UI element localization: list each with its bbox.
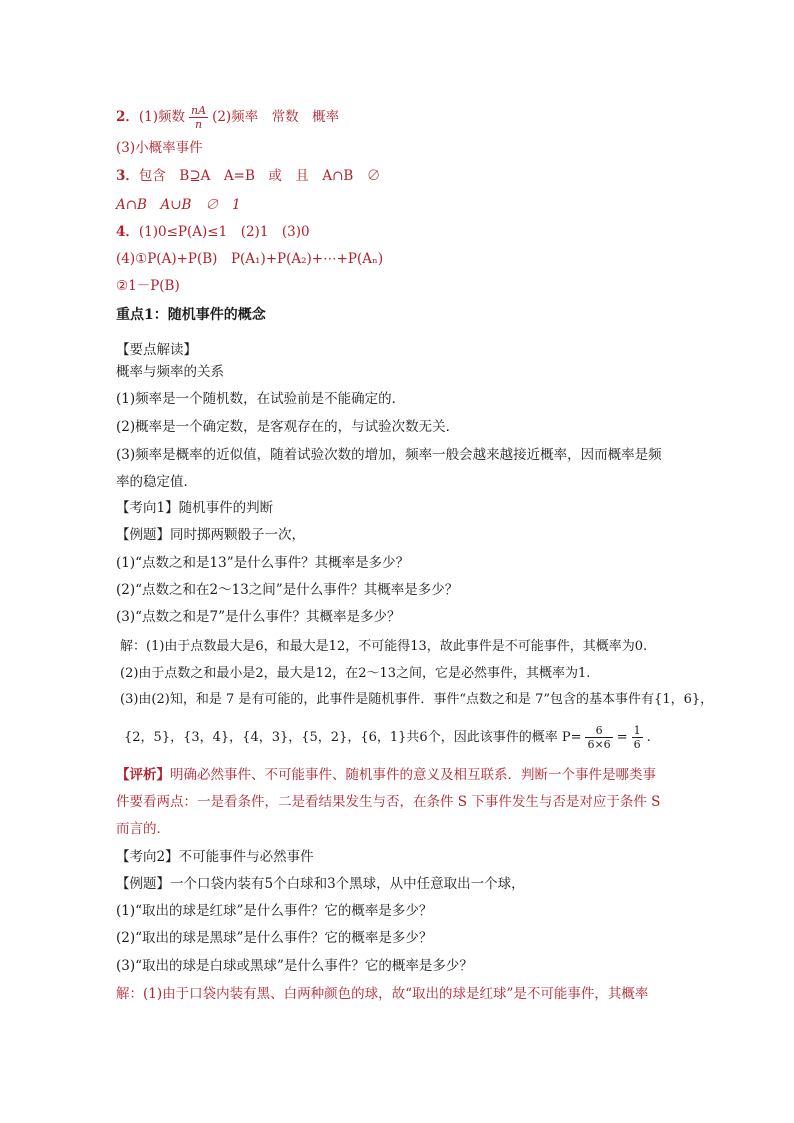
section-title: 重点1：随机事件的概念 <box>116 307 266 323</box>
answer-4-number: 4． <box>116 224 139 240</box>
point-3a: (3)频率是概率的近似值，随着试验次数的增加，频率一般会越来越接近概率，因而概率是频 <box>116 447 662 463</box>
answer-4-line <box>116 222 310 242</box>
q1-solution-2: (2)由于点数之和最小是2，最大是12，在2～13之间，它是必然事件，其概率为1. <box>120 666 591 681</box>
q2-solution-1: 解：(1)由于口袋内装有黑、白两种颜色的球，故“取出的球是红球”是不可能事件，其概率 <box>116 986 649 1002</box>
comment-label: 【评析】 <box>116 767 170 783</box>
q2-sub-2: (2)“取出的球是黑球”是什么事件？它的概率是多少？ <box>116 930 433 946</box>
fraction-denominator: n <box>195 118 203 131</box>
relation-heading: 概率与频率的关系 <box>116 364 224 380</box>
point-1: (1)频率是一个随机数，在试验前是不能确定的． <box>116 391 406 407</box>
comment-text-1: 明确必然事件、不可能事件、随机事件的意义及相互联系．判断一个事件是哪类事 <box>170 767 656 783</box>
comment-line-1 <box>116 765 656 785</box>
fraction-numerator: nA <box>191 104 207 117</box>
q1-solution-4 <box>124 724 651 751</box>
answer-2-part2: (2)频率 常数 概率 <box>212 109 340 125</box>
answer-2-part3: (3)小概率事件 <box>116 140 203 156</box>
q1-solution-4-text: {2，5}，{3，4}，{4，3}，{5，2}，{6，1}共6个，因此该事件的概率 P= <box>124 730 582 745</box>
fraction-6-over-36 <box>585 724 612 751</box>
key-points-label: 【要点解读】 <box>116 342 197 358</box>
fraction-denominator: 6 <box>633 738 641 751</box>
answer-4-line2: (4)①P(A)+P(B) P(A₁)+P(A₂)+⋯+P(Aₙ) <box>116 251 384 267</box>
q1-sub-3: (3)“点数之和是7”是什么事件？其概率是多少？ <box>116 609 401 625</box>
answer-3-line <box>116 166 380 186</box>
answer-4-line3: ②1－P(B) <box>116 278 180 294</box>
q1-sub-1: (1)“点数之和是13”是什么事件？其概率是多少？ <box>116 555 410 571</box>
equals-sign: = <box>616 730 628 745</box>
q1-example: 【例题】同时掷两颗骰子一次， <box>116 527 305 543</box>
answer-2-part1: (1)频数 <box>138 109 186 125</box>
answer-2-number: 2． <box>116 109 139 125</box>
fraction-na-over-n <box>189 104 208 131</box>
fraction-denominator: 6×6 <box>587 738 611 751</box>
q2-label: 【考向2】不可能事件与必然事件 <box>116 849 314 865</box>
fraction-numerator: 1 <box>633 724 641 737</box>
comment-line-3: 而言的． <box>116 821 170 837</box>
q1-solution-3: (3)由(2)知，和是 7 是有可能的，此事件是随机事件．事件“点数之和是 7”包含的基本事件有{1，6}， <box>120 692 714 707</box>
q2-sub-3: (3)“取出的球是白球或黑球”是什么事件？它的概率是多少？ <box>116 958 473 974</box>
fraction-1-over-6 <box>632 724 643 751</box>
q1-solution-1: 解：(1)由于点数最大是6，和最大是12，不可能得13，故此事件是不可能事件，其概率为0. <box>120 639 648 654</box>
answer-3-line2: A∩B A∪B ∅ 1 <box>116 197 241 213</box>
fraction-numerator: 6 <box>585 724 612 738</box>
q2-example: 【例题】一个口袋内装有5个白球和3个黑球，从中任意取出一个球， <box>116 876 525 892</box>
answer-3-number: 3． <box>116 168 139 184</box>
point-2: (2)概率是一个确定数，是客观存在的，与试验次数无关． <box>116 419 460 435</box>
period: . <box>646 730 651 745</box>
point-3b: 率的稳定值． <box>116 474 197 490</box>
comment-line-2: 件要看两点：一是看条件，二是看结果发生与否，在条件 S 下事件发生与否是对应于条件 S <box>116 794 661 810</box>
answer-2-line <box>116 104 339 131</box>
q1-label: 【考向1】随机事件的判断 <box>116 500 274 516</box>
q1-sub-2: (2)“点数之和在2～13之间”是什么事件？其概率是多少？ <box>116 582 459 598</box>
answer-4-text: (1)0≤P(A)≤1 (2)1 (3)0 <box>138 224 310 240</box>
answer-3-text: 包含 B⊇A A=B 或 且 A∩B ∅ <box>138 168 381 184</box>
q2-sub-1: (1)“取出的球是红球”是什么事件？它的概率是多少？ <box>116 903 433 919</box>
